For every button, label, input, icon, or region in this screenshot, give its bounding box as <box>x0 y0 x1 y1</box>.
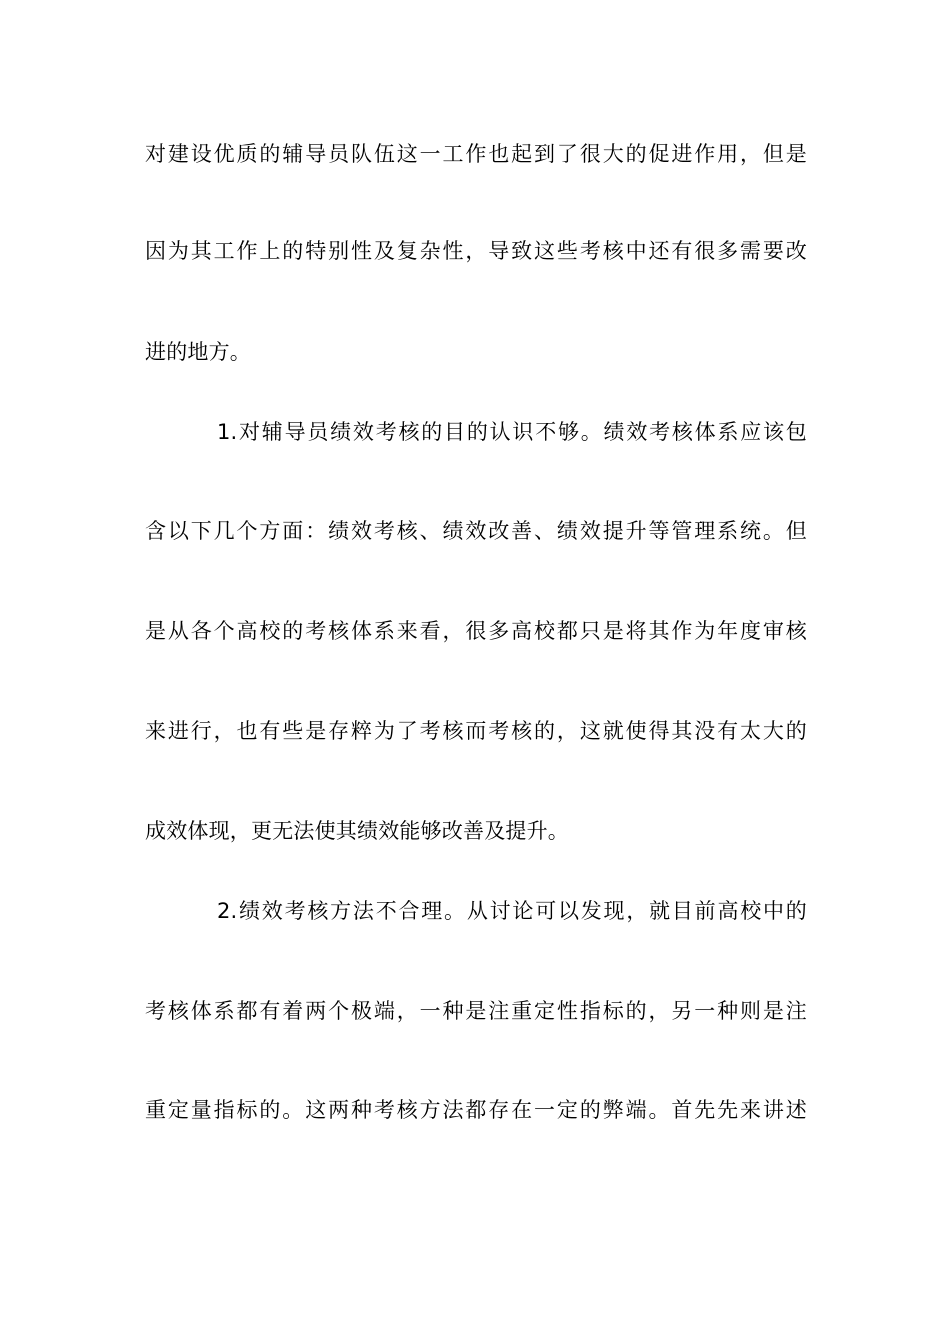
text-line: 成效体现，更无法使其绩效能够改善及提升。 <box>145 819 569 843</box>
text-line: 1.对辅导员绩效考核的目的认识不够。绩效考核体系应该包 <box>217 420 807 444</box>
text-line: 因为其工作上的特别性及复杂性，导致这些考核中还有很多需要改 <box>145 239 807 263</box>
text-line: 进的地方。 <box>145 340 251 364</box>
text-line: 含以下几个方面：绩效考核、绩效改善、绩效提升等管理系统。但 <box>145 519 807 543</box>
text-line: 重定量指标的。这两种考核方法都存在一定的弊端。首先先来讲述 <box>145 1098 807 1122</box>
text-line: 是从各个高校的考核体系来看，很多高校都只是将其作为年度审核 <box>145 619 807 643</box>
text-line: 对建设优质的辅导员队伍这一工作也起到了很大的促进作用，但是 <box>145 142 807 166</box>
text-line: 2.绩效考核方法不合理。从讨论可以发现，就目前高校中的 <box>217 899 807 923</box>
text-line: 考核体系都有着两个极端，一种是注重定性指标的，另一种则是注 <box>145 999 807 1023</box>
text-line: 来进行，也有些是存粹为了考核而考核的，这就使得其没有太大的 <box>145 719 807 743</box>
